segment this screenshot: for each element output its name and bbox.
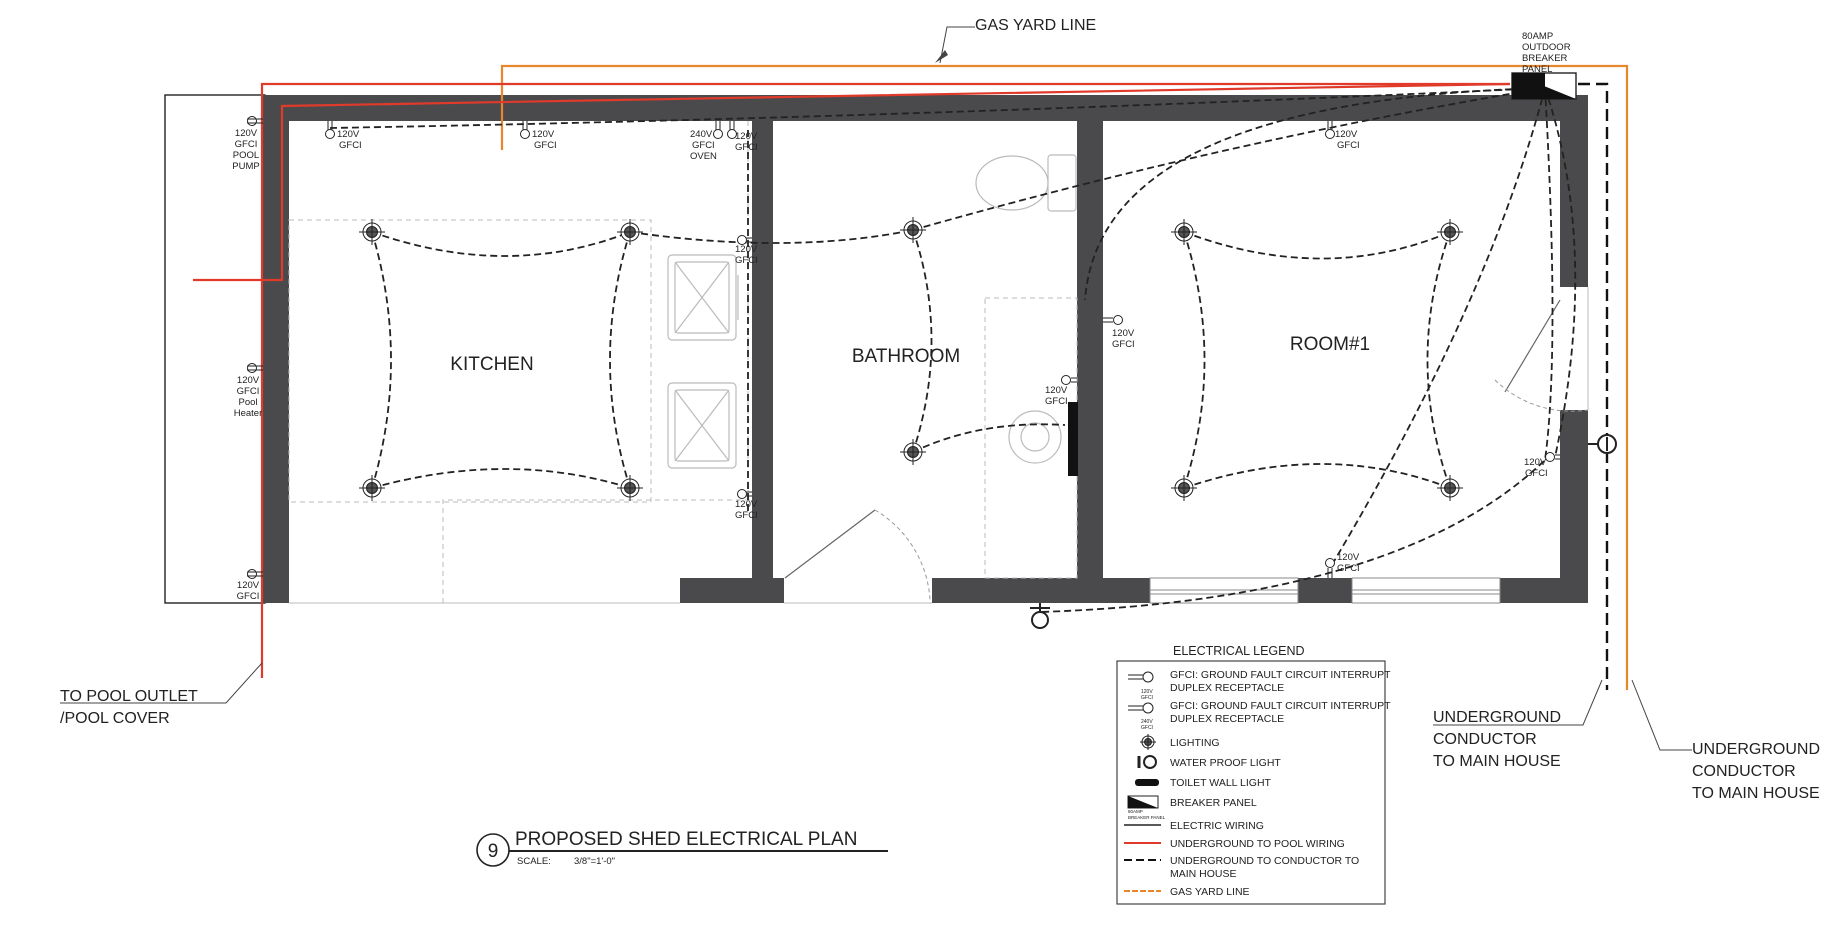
svg-text:120V: 120V — [1112, 328, 1135, 339]
svg-text:MAIN HOUSE: MAIN HOUSE — [1170, 868, 1237, 880]
lights-room — [1171, 219, 1463, 501]
svg-text:LIGHTING: LIGHTING — [1170, 737, 1220, 749]
svg-text:GFCI: GFCI — [735, 255, 758, 266]
svg-text:DUPLEX RECEPTACLE: DUPLEX RECEPTACLE — [1170, 682, 1285, 694]
svg-text:BREAKER: BREAKER — [1522, 53, 1568, 64]
callout-underground-a — [1433, 680, 1602, 770]
callout-gas-yard-line — [935, 17, 1096, 63]
kitchen-sink-2 — [668, 383, 736, 468]
svg-text:120V: 120V — [1337, 552, 1360, 563]
scale-value: 3/8"=1'-0" — [574, 856, 616, 867]
svg-text:GFCI: GFCI — [1141, 725, 1153, 731]
recep-room-bottom — [1326, 559, 1335, 579]
svg-text:GFCI: GROUND FAULT CIRCUIT INT: GFCI: GROUND FAULT CIRCUIT INTERRUPT — [1170, 700, 1391, 712]
light-room-se — [1437, 475, 1463, 501]
svg-text:120V: 120V — [735, 244, 758, 255]
wall-bottom-c — [1298, 578, 1352, 603]
toilet — [976, 155, 1076, 211]
legend-title: ELECTRICAL LEGEND — [1173, 644, 1305, 658]
svg-text:GFCI: GROUND FAULT CIRCUIT INT: GFCI: GROUND FAULT CIRCUIT INTERRUPT — [1170, 669, 1391, 681]
wall-bottom-a — [680, 578, 784, 603]
svg-text:UNDERGROUND TO POOL WIRING: UNDERGROUND TO POOL WIRING — [1170, 838, 1345, 850]
legend-gfci-240-symbol — [1128, 703, 1153, 731]
svg-text:OUTDOOR: OUTDOOR — [1522, 42, 1571, 53]
svg-text:GFCI: GFCI — [234, 139, 258, 150]
svg-text:GFCI: GFCI — [1112, 339, 1135, 350]
room-label-bathroom: BATHROOM — [851, 346, 961, 367]
recep-kitchen-1 — [326, 121, 335, 139]
svg-text:120V: 120V — [1524, 457, 1547, 468]
recep-kitchen-5 — [738, 490, 753, 499]
recep-pool-pump — [247, 117, 263, 126]
electrical-legend — [1117, 644, 1391, 904]
svg-text:PANEL: PANEL — [1522, 64, 1553, 75]
bath-door-swing — [785, 510, 875, 578]
light-kitchen-nw — [359, 219, 385, 245]
svg-text:PUMP: PUMP — [232, 161, 260, 172]
recep-bath-1 — [1103, 316, 1123, 325]
exterior-light-right — [1588, 435, 1616, 453]
toilet-wall-light — [1068, 402, 1078, 476]
wall-bottom-d — [1500, 578, 1588, 603]
wall-right-upper — [1560, 95, 1588, 287]
svg-text:120V: 120V — [735, 131, 758, 142]
light-kitchen-ne — [617, 219, 643, 245]
svg-text:GAS YARD LINE: GAS YARD LINE — [1170, 886, 1250, 898]
scale-label: SCALE: — [517, 856, 551, 867]
recep-oven-240 — [714, 121, 723, 139]
svg-text:Heater: Heater — [233, 408, 263, 419]
legend-gfci-120-symbol — [1128, 672, 1153, 701]
light-room-ne — [1437, 219, 1463, 245]
svg-text:120V: 120V — [1141, 689, 1153, 695]
svg-text:POOL: POOL — [232, 150, 260, 161]
svg-text:UNDERGROUND: UNDERGROUND — [1433, 709, 1561, 726]
svg-text:GFCI: GFCI — [1337, 140, 1360, 151]
svg-text:240V: 240V — [690, 129, 713, 140]
shower-outline — [985, 298, 1077, 578]
svg-text:GFCI: GFCI — [534, 140, 557, 151]
svg-text:Pool: Pool — [238, 397, 258, 408]
recep-deck-bottom — [247, 570, 263, 579]
svg-text:GFCI: GFCI — [1525, 468, 1548, 479]
light-kitchen-se — [617, 475, 643, 501]
lights-bathroom — [900, 217, 926, 465]
svg-text:9: 9 — [487, 841, 499, 862]
room-label-kitchen: KITCHEN — [450, 354, 534, 375]
svg-text:BREAKER PANEL: BREAKER PANEL — [1170, 797, 1257, 809]
svg-text:240V: 240V — [1141, 719, 1153, 725]
svg-text:120V: 120V — [337, 129, 360, 140]
svg-text:GFCI: GFCI — [339, 140, 362, 151]
svg-text:120V: 120V — [234, 128, 258, 139]
waterproof-light — [1030, 603, 1050, 628]
svg-text:GFCI: GFCI — [735, 510, 758, 521]
wall-bath-room — [1077, 121, 1103, 579]
bath-door-arc — [875, 510, 930, 600]
recep-room-right — [1546, 453, 1561, 462]
legend-lighting-symbol — [1140, 734, 1156, 750]
callout-underground-b — [1632, 680, 1820, 802]
svg-text:120V: 120V — [236, 580, 260, 591]
svg-text:BREAKER PANEL: BREAKER PANEL — [1128, 815, 1166, 820]
svg-text:GFCI: GFCI — [692, 140, 715, 151]
svg-text:120V: 120V — [735, 499, 758, 510]
bath-sink — [1009, 411, 1061, 463]
svg-text:TO MAIN HOUSE: TO MAIN HOUSE — [1692, 785, 1820, 802]
svg-text:UNDERGROUND: UNDERGROUND — [1692, 741, 1820, 758]
svg-text:120V: 120V — [1045, 385, 1068, 396]
recep-room-top — [1326, 121, 1335, 139]
svg-text:ELECTRIC WIRING: ELECTRIC WIRING — [1170, 820, 1264, 832]
svg-text:OVEN: OVEN — [690, 151, 717, 162]
svg-text:GFCI: GFCI — [1337, 563, 1360, 574]
svg-text:120V: 120V — [1335, 129, 1358, 140]
svg-text:80AMP: 80AMP — [1522, 31, 1554, 42]
svg-text:WATER PROOF LIGHT: WATER PROOF LIGHT — [1170, 757, 1281, 769]
svg-text:80AMP: 80AMP — [1128, 809, 1143, 814]
svg-text:UNDERGROUND TO CONDUCTOR TO: UNDERGROUND TO CONDUCTOR TO — [1170, 855, 1360, 867]
svg-text:CONDUCTOR: CONDUCTOR — [1692, 763, 1796, 780]
light-kitchen-sw — [359, 475, 385, 501]
light-bath-bottom — [900, 439, 926, 465]
light-room-nw — [1171, 219, 1197, 245]
wall-bottom-b — [932, 578, 1150, 603]
recep-bath-2 — [1062, 376, 1078, 385]
svg-text:TO POOL OUTLET: TO POOL OUTLET — [60, 688, 198, 705]
svg-text:CONDUCTOR: CONDUCTOR — [1433, 731, 1537, 748]
panel-label — [1522, 31, 1571, 75]
svg-text:GFCI: GFCI — [1141, 695, 1153, 701]
legend-breaker-symbol — [1128, 796, 1166, 820]
room-label-room1: ROOM#1 — [1289, 334, 1371, 355]
svg-text:GAS YARD LINE: GAS YARD LINE — [975, 17, 1097, 34]
svg-text:120V: 120V — [236, 375, 260, 386]
window-left — [1150, 578, 1298, 603]
legend-toilet-light-symbol — [1135, 779, 1159, 786]
kitchen-sink-1 — [668, 255, 738, 340]
wall-left — [263, 95, 289, 603]
svg-text:TOILET WALL LIGHT: TOILET WALL LIGHT — [1170, 777, 1271, 789]
legend-waterproof-symbol — [1139, 756, 1156, 768]
svg-text:DUPLEX RECEPTACLE: DUPLEX RECEPTACLE — [1170, 713, 1285, 725]
plan-title: PROPOSED SHED ELECTRICAL PLAN — [515, 829, 858, 850]
svg-text:/POOL COVER: /POOL COVER — [60, 710, 170, 727]
window-right — [1352, 578, 1500, 603]
breaker-panel — [1512, 73, 1576, 99]
callout-pool-outlet — [60, 663, 262, 727]
svg-text:GFCI: GFCI — [735, 142, 758, 153]
svg-text:GFCI: GFCI — [236, 386, 260, 397]
light-room-sw — [1171, 475, 1197, 501]
receptacle-labels — [232, 128, 262, 602]
svg-text:TO MAIN HOUSE: TO MAIN HOUSE — [1433, 753, 1561, 770]
svg-text:GFCI: GFCI — [1045, 396, 1068, 407]
title-block — [477, 829, 888, 867]
svg-text:GFCI: GFCI — [236, 591, 260, 602]
wall-right-lower — [1560, 410, 1588, 603]
svg-text:120V: 120V — [532, 129, 555, 140]
recep-pool-heater — [247, 364, 263, 373]
light-bath-top — [900, 217, 926, 243]
